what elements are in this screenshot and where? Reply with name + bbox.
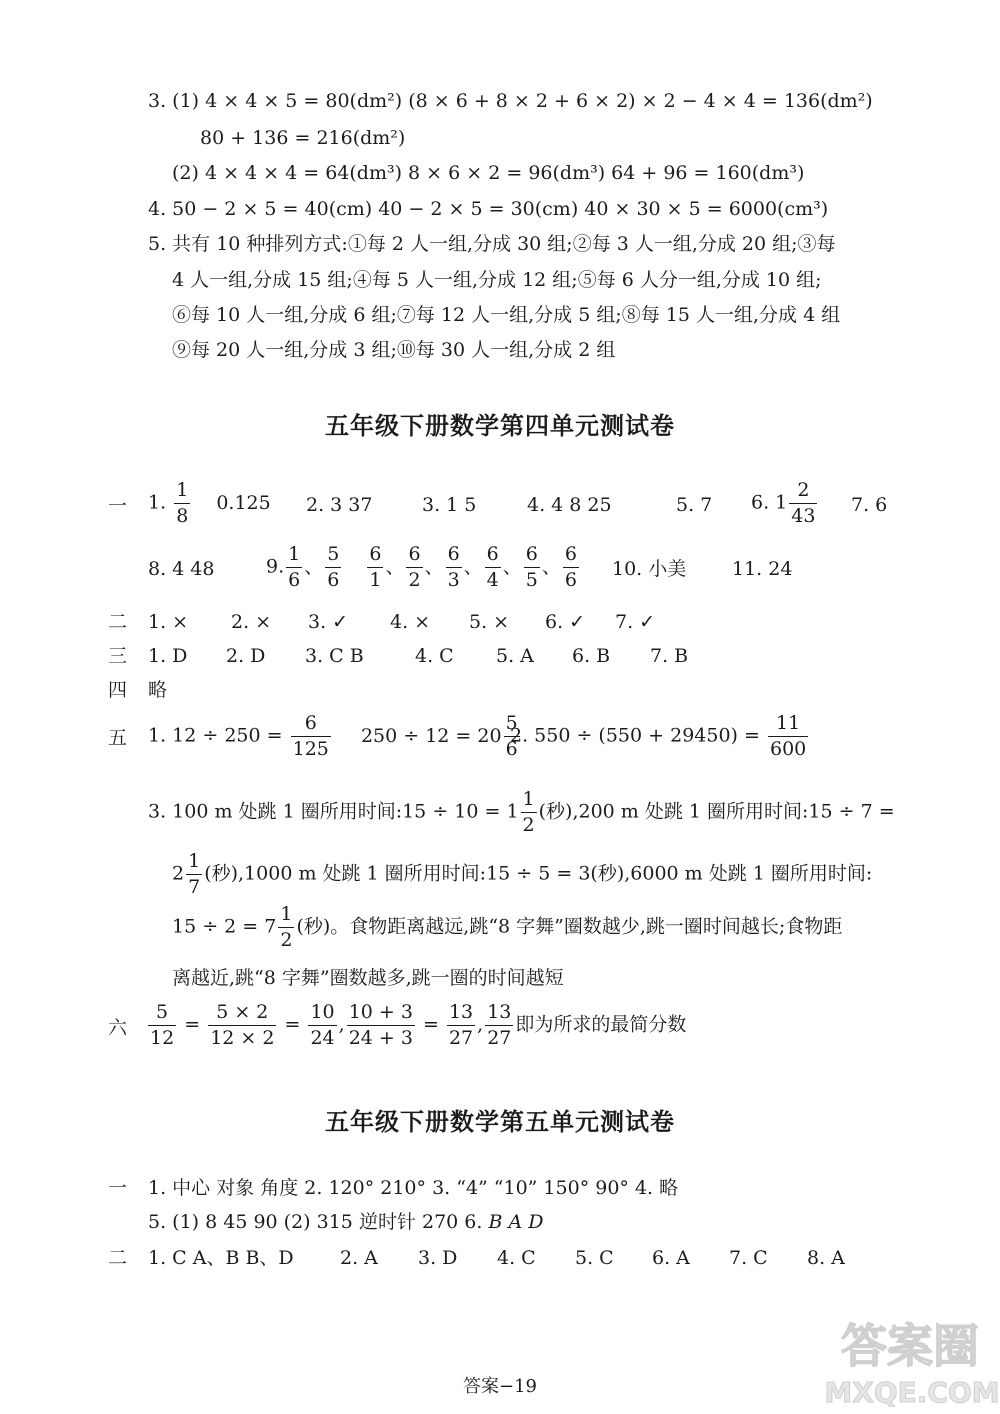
answer-paragraph-line <box>172 905 842 950</box>
fraction: $\frac{2}{43}$ <box>791 479 816 527</box>
text-span: (秒),200 m 处跳 1 圈所用时间:15 ÷ 7 = <box>538 800 895 823</box>
equation: 250 ÷ 12 = 20 <box>360 724 502 747</box>
fraction: $\frac{1}{8}$ <box>176 479 189 527</box>
text-span: 3. 100 m 处跳 1 圈所用时间:15 ÷ 10 = 1 <box>148 800 519 823</box>
section-label: 五 <box>108 727 128 749</box>
fraction: $\frac{6}{4}$ <box>486 543 499 591</box>
answer-item: 5. 7 <box>676 494 713 516</box>
answer-paragraph-line: 离越近,跳“8 字舞”圈数越多,跳一圈的时间越短 <box>172 967 564 989</box>
watermark-logo <box>812 1306 1000 1414</box>
answer-item: 5. × <box>469 611 510 633</box>
fraction: $\frac{6}{2}$ <box>408 543 421 591</box>
fraction: $\frac{6}{3}$ <box>447 543 460 591</box>
answer-item: 4. 4 8 25 <box>527 494 612 516</box>
section-title-unit4: 五年级下册数学第四单元测试卷 <box>325 412 675 440</box>
item-number: 6. 1 <box>751 491 788 514</box>
answer-item: 3. ✓ <box>308 611 349 633</box>
answer-paragraph-line <box>148 790 895 835</box>
answer-item: 8. 4 48 <box>148 558 215 580</box>
answer-item: 6. ✓ <box>545 611 586 633</box>
answer-item <box>266 545 581 590</box>
section-label: 一 <box>108 1177 128 1199</box>
answer-line: 4. 50 − 2 × 5 = 40(cm) 40 − 2 × 5 = 30(cm) 40 × 30 × 5 = 6000(cm³) <box>148 198 829 220</box>
answer-item: 6. B <box>572 645 611 667</box>
fraction: $\frac{5 \times 2}{12 \times 2}$ <box>210 1001 275 1049</box>
answer-item: 6. A <box>652 1247 690 1269</box>
answer-item: 4. C <box>415 645 454 667</box>
text-span: (秒),1000 m 处跳 1 圈所用时间:15 ÷ 5 = 3(秒),6000 m 处跳 1 圈所用时间: <box>204 862 873 885</box>
fraction: $\frac{6}{5}$ <box>525 543 538 591</box>
equation: 1. 12 ÷ 250 = <box>148 724 283 747</box>
equation: 2. 550 ÷ (550 + 29450) = <box>510 724 760 747</box>
section-label: 二 <box>108 1247 128 1269</box>
fraction: $\frac{1}{2}$ <box>522 788 535 836</box>
fraction: $\frac{6}{6}$ <box>564 543 577 591</box>
separator: 、 <box>463 555 483 578</box>
answer-item: 7. C <box>729 1247 768 1269</box>
text-span: (秒)。食物距离越远,跳“8 字舞”圈数越少,跳一圈时间越长;食物距 <box>296 915 843 938</box>
answer-item: 4. C <box>497 1247 536 1269</box>
answer-item <box>148 481 271 526</box>
section-title-unit5: 五年级下册数学第五单元测试卷 <box>325 1108 675 1136</box>
separator: 、 <box>424 555 444 578</box>
answer-paragraph-line <box>172 852 872 897</box>
separator: 、 <box>304 555 324 578</box>
text-span: B A D <box>488 1211 544 1233</box>
fraction: $\frac{13}{27}$ <box>448 1001 474 1049</box>
answer-item: $\frac{5}{12}$ = $\frac{5 \times 2}{12 \times 2}$ = $\frac{10}{24}$ , $\frac{10 + 3}{24 + 3}$ = $\frac{13}{27}$ , $\frac{13}{27}$ 即为所求的最简分数 <box>150 1001 687 1049</box>
fraction: $\frac{5}{6}$ <box>505 712 518 760</box>
answer-line: 3. (1) 4 × 4 × 5 = 80(dm²) (8 × 6 + 8 × 2 + 6 × 2) × 2 − 4 × 4 = 136(dm²) <box>148 90 873 112</box>
answer-item: 2. D <box>226 645 266 667</box>
answer-item: 5. A <box>496 645 534 667</box>
fraction: $\frac{11}{600}$ <box>769 712 807 760</box>
fraction: $\frac{13}{27}$ <box>487 1001 512 1049</box>
fraction: $\frac{5}{6}$ <box>327 543 340 591</box>
answer-item: 1. × <box>148 611 189 633</box>
answer-item: 8. A <box>807 1247 845 1269</box>
answer-item: 2. A <box>340 1247 378 1269</box>
answer-line: 5. 共有 10 种排列方式:①每 2 人一组,分成 30 组;②每 3 人一组,分成 20 组;③每 <box>148 233 836 255</box>
text-span: 5. (1) 8 45 90 (2) 315 逆时针 270 6. <box>148 1211 489 1233</box>
answer-item: 2. × <box>231 611 272 633</box>
section-label: 三 <box>108 645 128 667</box>
answer-item: 3. C B <box>305 645 364 667</box>
section-label: 六 <box>108 1017 128 1039</box>
answer-item: 4. × <box>390 611 431 633</box>
answer-line: (2) 4 × 4 × 4 = 64(dm³) 8 × 6 × 2 = 96(dm³) 64 + 96 = 160(dm³) <box>172 162 805 184</box>
watermark-bottom: MXQE.COM <box>824 1376 1000 1409</box>
section-label: 四 <box>108 679 128 701</box>
fraction: $\frac{5}{12}$ <box>150 1001 175 1049</box>
answer-item: 11. 24 <box>732 558 793 580</box>
answer-item: 1. D <box>148 645 188 667</box>
answer-item: 7. ✓ <box>615 611 656 633</box>
answer-line: 4 人一组,分成 15 组;④每 5 人一组,分成 12 组;⑤每 6 人分一组,分成 10 组; <box>172 269 822 291</box>
item-number: 1. <box>148 491 167 514</box>
separator: 、 <box>541 555 561 578</box>
fraction-list <box>284 543 581 591</box>
answer-item: 2. 3 37 <box>306 494 373 516</box>
answer-line: 80 + 136 = 216(dm²) <box>200 127 406 149</box>
fraction: $\frac{10 + 3}{24 + 3}$ <box>348 1001 413 1049</box>
answer-item <box>510 714 810 759</box>
section-label: 一 <box>108 495 128 517</box>
item-number: 9. <box>266 555 285 578</box>
separator: 、 <box>502 555 522 578</box>
answer-line <box>148 1211 543 1233</box>
answer-item: 5. C <box>575 1247 614 1269</box>
page-number: 答案−19 <box>463 1376 537 1397</box>
text-span: 2 <box>172 862 185 885</box>
text-span: 15 ÷ 2 = 7 <box>172 915 277 938</box>
answer-item: 7. B <box>650 645 689 667</box>
fraction: $\frac{6}{125}$ <box>292 712 329 760</box>
separator: 、 <box>385 555 405 578</box>
section-label: 二 <box>108 611 128 633</box>
answer-item <box>148 714 522 759</box>
fraction: $\frac{1}{7}$ <box>188 850 201 898</box>
answer-item: 3. 1 5 <box>422 494 477 516</box>
answer-item: 略 <box>148 679 168 701</box>
fraction: $\frac{1}{6}$ <box>288 543 301 591</box>
answer-value: 0.125 <box>216 491 271 514</box>
answer-item: 10. 小美 <box>612 558 687 580</box>
watermark-top: 答案圈 <box>841 1319 979 1373</box>
answer-line: 1. 中心 对象 角度 2. 120° 210° 3. “4” “10” 150° 90° 4. 略 <box>148 1177 679 1199</box>
fraction: $\frac{10}{24}$ <box>310 1001 335 1049</box>
answer-item: 7. 6 <box>851 494 888 516</box>
fraction: $\frac{6}{1}$ <box>369 543 382 591</box>
answer-line: ⑥每 10 人一组,分成 6 组;⑦每 12 人一组,分成 5 组;⑧每 15 人一组,分成 4 组 <box>172 304 841 326</box>
text-span: 即为所求的最简分数 <box>515 1013 687 1036</box>
answer-item: 3. D <box>418 1247 458 1269</box>
answer-item <box>751 481 819 526</box>
answer-line: ⑨每 20 人一组,分成 3 组;⑩每 30 人一组,分成 2 组 <box>172 339 616 361</box>
fraction: $\frac{1}{2}$ <box>280 903 293 951</box>
answer-item: 1. C A、B B、D <box>148 1247 294 1269</box>
